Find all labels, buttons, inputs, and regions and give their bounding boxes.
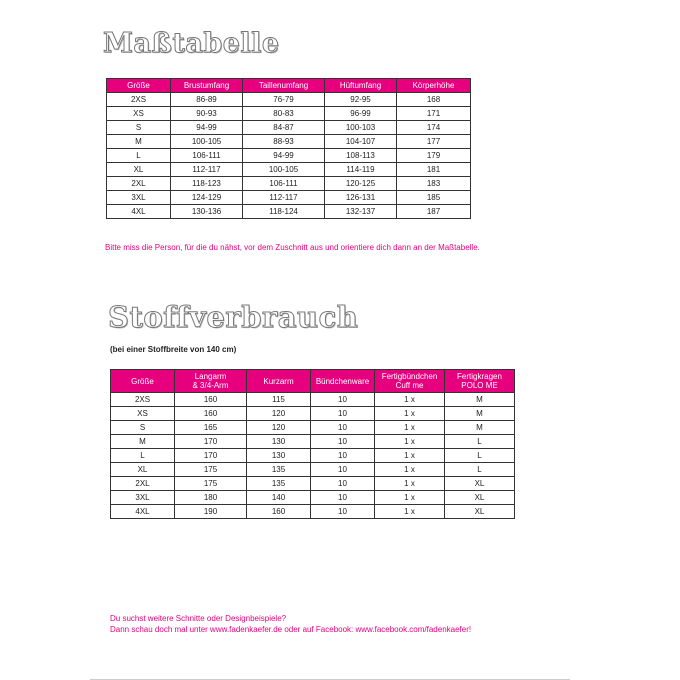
fabric-usage-cell: 170 (175, 435, 247, 449)
fabric-usage-header-row (111, 370, 515, 393)
fabric-usage-cell: 10 (311, 477, 375, 491)
size-chart-cell: 185 (397, 191, 471, 205)
size-chart-cell: 90-93 (171, 107, 243, 121)
size-chart-row (107, 205, 471, 219)
fabric-usage-cell: 10 (311, 505, 375, 519)
fabric-usage-header-label: Cuff me (395, 381, 424, 390)
fabric-usage-cell: 165 (175, 421, 247, 435)
fabric-usage-header-label: Größe (131, 376, 154, 386)
size-chart-header-cell (243, 79, 325, 93)
size-chart-cell: 114-119 (325, 163, 397, 177)
size-chart-row (107, 149, 471, 163)
fabric-usage-cell: 130 (247, 435, 311, 449)
fabric-usage-cell: 1 x (375, 407, 445, 421)
size-chart-cell: 106-111 (243, 177, 325, 191)
size-chart-cell: 126-131 (325, 191, 397, 205)
fabric-usage-cell: XS (111, 407, 175, 421)
fabric-usage-row (111, 393, 515, 407)
fabric-usage-cell: 140 (247, 491, 311, 505)
fabric-usage-header-cell (175, 370, 247, 393)
fabric-usage-cell: 190 (175, 505, 247, 519)
fabric-usage-cell: 1 x (375, 463, 445, 477)
fabric-usage-cell: XL (445, 477, 515, 491)
size-chart-header-label: Körperhöhe (412, 81, 455, 90)
fabric-usage-cell: 120 (247, 407, 311, 421)
footer-links: Dann schau doch mal unter www.fadenkaefer.de oder auf Facebook: www.facebook.com/fadenkaefer! (110, 625, 472, 634)
fabric-usage-cell: 1 x (375, 505, 445, 519)
fabric-usage-header-label: Fertigbündchen (381, 372, 438, 381)
size-chart-row (107, 135, 471, 149)
fabric-usage-header-label: Fertigkragen (457, 372, 502, 381)
fabric-usage-cell: 160 (175, 393, 247, 407)
size-chart-cell: 106-111 (171, 149, 243, 163)
fabric-usage-cell: L (445, 435, 515, 449)
size-chart-cell: 2XS (107, 93, 171, 107)
fabric-usage-header-cell (375, 370, 445, 393)
fabric-usage-header-label: Bündchenware (315, 376, 370, 386)
fabric-usage-row (111, 477, 515, 491)
fabric-usage-row (111, 505, 515, 519)
fabric-usage-cell: 10 (311, 435, 375, 449)
fabric-usage-cell: 130 (247, 449, 311, 463)
fabric-usage-cell: 1 x (375, 491, 445, 505)
fabric-usage-header-cell (445, 370, 515, 393)
fabric-usage-row (111, 463, 515, 477)
size-chart-cell: 168 (397, 93, 471, 107)
fabric-usage-cell: M (445, 421, 515, 435)
fabric-usage-row (111, 407, 515, 421)
footer-question: Du suchst weitere Schnitte oder Designbeispiele? (110, 614, 287, 623)
size-chart-cell: 4XL (107, 205, 171, 219)
fabric-usage-cell: 2XS (111, 393, 175, 407)
size-chart-header-label: Größe (127, 81, 150, 90)
size-chart-cell: 177 (397, 135, 471, 149)
size-chart-row (107, 163, 471, 177)
fabric-usage-cell: XL (445, 505, 515, 519)
measure-note: Bitte miss die Person, für die du nähst, vor dem Zuschnitt aus und orientiere dich dann an der Maßtabelle. (105, 243, 480, 252)
size-chart-header-cell (107, 79, 171, 93)
size-chart-cell: 118-123 (171, 177, 243, 191)
size-chart-cell: 88-93 (243, 135, 325, 149)
fabric-usage-cell: 1 x (375, 435, 445, 449)
size-chart-cell: 120-125 (325, 177, 397, 191)
fabric-usage-cell: 4XL (111, 505, 175, 519)
fabric-usage-cell: 10 (311, 449, 375, 463)
fabric-usage-header-label: Kurzarm (263, 376, 294, 386)
fabric-usage-cell: L (445, 463, 515, 477)
size-chart-cell: 84-87 (243, 121, 325, 135)
fabric-usage-table (110, 369, 515, 519)
size-chart-row (107, 121, 471, 135)
fabric-usage-row (111, 435, 515, 449)
fabric-usage-header-cell (247, 370, 311, 393)
fabric-usage-cell: 170 (175, 449, 247, 463)
fabric-usage-header-label: Langarm (194, 372, 227, 381)
fabric-usage-cell: 10 (311, 463, 375, 477)
size-chart-header-label: Hüftumfang (339, 81, 382, 90)
size-chart-heading: Maßtabelle (103, 28, 280, 59)
size-chart-cell: XL (107, 163, 171, 177)
fabric-usage-cell: 135 (247, 463, 311, 477)
fabric-usage-cell: 115 (247, 393, 311, 407)
size-chart-row (107, 93, 471, 107)
size-chart-cell: 3XL (107, 191, 171, 205)
size-chart-cell: 92-95 (325, 93, 397, 107)
size-chart-body (107, 93, 471, 219)
size-chart-cell: 181 (397, 163, 471, 177)
size-chart-cell: 94-99 (243, 149, 325, 163)
fabric-usage-cell: 10 (311, 421, 375, 435)
fabric-usage-heading: Stoffverbrauch (108, 300, 359, 334)
size-chart-header-cell (397, 79, 471, 93)
size-chart-cell: 132-137 (325, 205, 397, 219)
size-chart-cell: 2XL (107, 177, 171, 191)
size-chart-cell: M (107, 135, 171, 149)
size-chart-row (107, 191, 471, 205)
size-chart-cell: 100-105 (171, 135, 243, 149)
fabric-usage-cell: M (111, 435, 175, 449)
fabric-usage-cell: 120 (247, 421, 311, 435)
size-chart-table (106, 78, 471, 219)
fabric-usage-body (111, 393, 515, 519)
size-chart-cell: 76-79 (243, 93, 325, 107)
fabric-usage-cell: 1 x (375, 449, 445, 463)
fabric-usage-cell: XL (445, 491, 515, 505)
size-chart-cell: 130-136 (171, 205, 243, 219)
fabric-usage-cell: S (111, 421, 175, 435)
size-chart-cell: 187 (397, 205, 471, 219)
size-chart-cell: 118-124 (243, 205, 325, 219)
fabric-usage-header-cell (111, 370, 175, 393)
size-chart-cell: 100-103 (325, 121, 397, 135)
size-chart-cell: 112-117 (171, 163, 243, 177)
size-chart-header-cell (171, 79, 243, 93)
fabric-usage-cell: 180 (175, 491, 247, 505)
fabric-usage-cell: 10 (311, 393, 375, 407)
fabric-usage-cell: 1 x (375, 477, 445, 491)
size-chart-cell: 108-113 (325, 149, 397, 163)
fabric-usage-row (111, 491, 515, 505)
size-chart-header-label: Brustumfang (183, 81, 230, 90)
size-chart-cell: 171 (397, 107, 471, 121)
fabric-usage-cell: 135 (247, 477, 311, 491)
fabric-usage-cell: 160 (247, 505, 311, 519)
size-chart-cell: 124-129 (171, 191, 243, 205)
size-chart-cell: 86-89 (171, 93, 243, 107)
size-chart-row (107, 107, 471, 121)
size-chart-cell: 112-117 (243, 191, 325, 205)
fabric-usage-header-label: POLO ME (461, 381, 498, 390)
fabric-usage-cell: 3XL (111, 491, 175, 505)
size-chart-cell: 183 (397, 177, 471, 191)
size-chart-cell: 94-99 (171, 121, 243, 135)
fabric-width-note: (bei einer Stoffbreite von 140 cm) (110, 345, 237, 354)
size-chart-cell: XS (107, 107, 171, 121)
fabric-usage-row (111, 421, 515, 435)
fabric-usage-cell: 1 x (375, 421, 445, 435)
size-chart-row (107, 177, 471, 191)
fabric-usage-cell: 2XL (111, 477, 175, 491)
size-chart-cell: 104-107 (325, 135, 397, 149)
size-chart-cell: 179 (397, 149, 471, 163)
fabric-usage-cell: 1 x (375, 393, 445, 407)
fabric-usage-cell: 175 (175, 463, 247, 477)
fabric-usage-cell: 160 (175, 407, 247, 421)
fabric-usage-cell: 10 (311, 407, 375, 421)
fabric-usage-cell: M (445, 393, 515, 407)
size-chart-cell: 100-105 (243, 163, 325, 177)
size-chart-cell: S (107, 121, 171, 135)
fabric-usage-cell: 175 (175, 477, 247, 491)
size-chart-cell: 96-99 (325, 107, 397, 121)
fabric-usage-cell: L (445, 449, 515, 463)
fabric-usage-cell: L (111, 449, 175, 463)
size-chart-header-row (107, 79, 471, 93)
size-chart-cell: 174 (397, 121, 471, 135)
size-chart-cell: L (107, 149, 171, 163)
fabric-usage-row (111, 449, 515, 463)
fabric-usage-header-cell (311, 370, 375, 393)
fabric-usage-header-label: & 3/4-Arm (192, 381, 229, 390)
size-chart-header-cell (325, 79, 397, 93)
fabric-usage-cell: 10 (311, 491, 375, 505)
fabric-usage-cell: XL (111, 463, 175, 477)
size-chart-header-label: Taillenumfang (258, 81, 309, 90)
fabric-usage-cell: M (445, 407, 515, 421)
size-chart-cell: 80-83 (243, 107, 325, 121)
